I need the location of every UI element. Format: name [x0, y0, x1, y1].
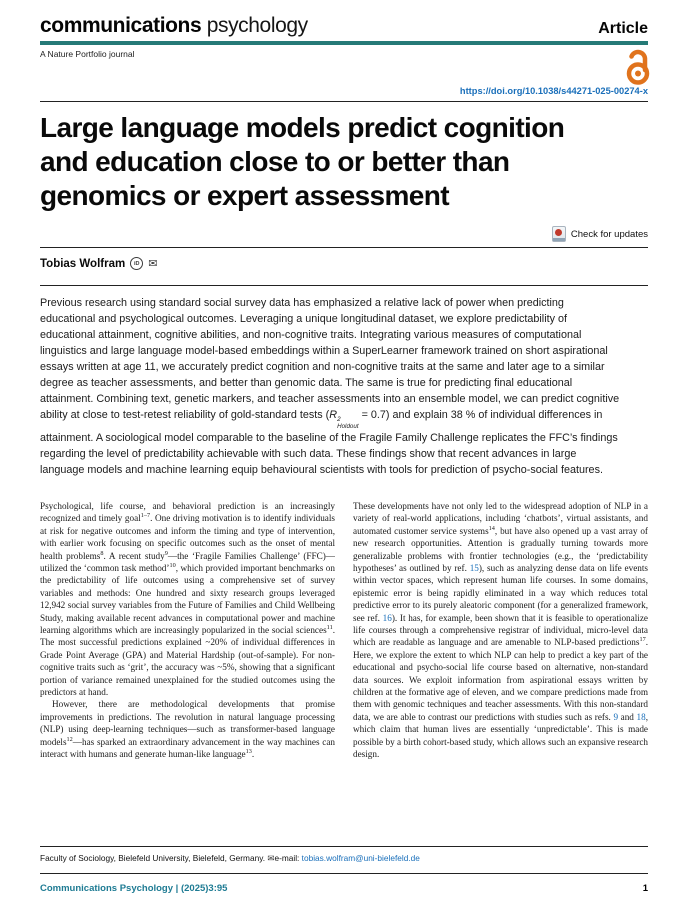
- right-column: [353, 500, 648, 761]
- doi-row: [40, 86, 648, 96]
- reference-link[interactable]: 9: [613, 711, 619, 722]
- reference-link[interactable]: 16: [382, 612, 392, 623]
- divider-above-title: [40, 101, 648, 102]
- article-title-line: Large language models predict cognition: [40, 112, 565, 143]
- article-title: [40, 111, 648, 213]
- check-for-updates[interactable]: [40, 226, 648, 242]
- math-variable: R: [329, 409, 338, 421]
- reference-link[interactable]: 18: [636, 711, 646, 722]
- article-title-line: genomics or expert assessment: [40, 180, 450, 211]
- math-supsub: 2 Holdout: [337, 416, 359, 430]
- left-column: [40, 500, 335, 761]
- email-label: e-mail:: [274, 853, 302, 863]
- affiliation-line: [40, 847, 648, 873]
- citation-superscript: 1–7: [140, 512, 151, 520]
- author-row: [40, 248, 648, 285]
- doi-link[interactable]: https://doi.org/10.1038/s44271-025-00274-x: [459, 86, 648, 96]
- check-for-updates-label: Check for updates: [570, 228, 648, 240]
- article-title-line: and education close to or better than: [40, 146, 510, 177]
- author-email-link[interactable]: tobias.wolfram@uni-bielefeld.de: [301, 853, 420, 863]
- body-paragraph: Psychological, life course, and behavioral prediction is an increasingly recognized and timely goal$^{1-7}$. One driving motivation is to identify individuals at risk for negative outcomes and inform the timing and type of intervention, with earlier work focusing on specific outcomes such as the onset of mental health problems$^8$. A recent study$^9$—the ‘Fragile Families Challenge’ (FFC)—utilized the ‘common task method’$^{10}$, which provided important benchmarks on the predictability of life outcomes using a comprehensive set of survey variables and methods: One hundred and sixty research groups leveraged 12,942 social survey variables from the Future of Families and Child Wellbeing Study, making available recent advances in computational power and machine learning algorithms which are increasingly popularized in the social sciences$^{11}$. The most successful predictions explained ~20% of individual differences in Grade Point Average (GPA) and Material Hardship (out-of-sample). For non-cognitive traits such as ‘grit’, the accuracy was ~5%, showing that a significant portion of variance remained unexplained for the studied outcomes using the predictors at hand.: [40, 500, 336, 698]
- citation-superscript: 8: [100, 549, 104, 557]
- article-body: [40, 500, 648, 761]
- divider-above-abstract: [40, 285, 648, 286]
- body-paragraph: These developments have not only led to the widespread adoption of NLP in a variety of real-world applications, including ‘chatbots’, virtual assistants, and automated customer service systems$^{14}$, but have also opened up a vast array of new research opportunities. Attention is gradually turning towards more generalizable problems with frontier technologies (e.g., the ‘predictability hypotheses’ as outlined by ref. 15), such as analyzing dense data on life events within vector spaces, which represent human life courses. In some domains, epistemic error is being rapidly eliminated in a way which reduces total predictive error to its purely aleatoric component (for a generalized framework, see ref. 16). It has, for example, been shown that it is feasible to operationalize life courses through a comprehensive registrar of individual, micro-level data which are readable as language and are amenable to NLP-based predictions$^{17}$. Here, we explore the extent to which NLP can help to predict a key part of the educational and psycho-social life course based on alternative, non-standard data sources. We exploit information from aspirational essays written by children at the formative age of eleven, and we compare predictions made from them with genomic techniques and teacher assessments. With this non-standard data, we are able to contrast our predictions with studies such as refs. 9 and 18, which claim that human lives are essentially ‘unpredictable’. This is made possible by a birth cohort-based study, which allows such an expansive research design.: [353, 500, 649, 760]
- journal-tagline: A Nature Portfolio journal: [40, 49, 135, 59]
- page-footer: [40, 844, 648, 894]
- journal-name-bold: communications: [40, 14, 202, 37]
- page-number: 1: [642, 883, 648, 894]
- journal-wordmark: [40, 14, 308, 38]
- journal-citation: Communications Psychology | (2025)3:95: [40, 883, 228, 894]
- citation-superscript: 13: [245, 748, 252, 756]
- reference-link[interactable]: 15: [469, 563, 479, 573]
- affiliation-text: Faculty of Sociology, Bielefeld University, Bielefeld, Germany.: [40, 853, 268, 863]
- open-access-icon: [623, 47, 653, 87]
- citation-superscript: 14: [488, 524, 495, 532]
- citation-superscript: 12: [66, 735, 73, 743]
- footer-citation-row: [40, 874, 648, 894]
- citation-superscript: 9: [164, 549, 168, 557]
- citation-superscript: 11: [326, 623, 333, 631]
- orcid-icon[interactable]: iD: [130, 257, 143, 270]
- email-envelope-icon[interactable]: ✉: [148, 258, 158, 270]
- author-name: Tobias Wolfram: [40, 257, 126, 270]
- header-accent-rule: [40, 41, 648, 45]
- email-envelope-icon: ✉: [267, 853, 275, 863]
- journal-name-light: psychology: [206, 14, 308, 37]
- citation-superscript: 17: [639, 636, 646, 644]
- crossmark-icon: [552, 226, 566, 242]
- article-type-label: Article: [598, 20, 648, 37]
- citation-superscript: 10: [169, 561, 176, 569]
- journal-header: [40, 14, 648, 38]
- abstract: Previous research using standard social survey data has emphasized a relative lack of power when predicting educational and psychological outcomes. Leveraging a unique longitudinal dataset, we explore predictability of educational attainment, cognitive abilities, and non-cognitive traits. Integrating various measures of computational linguistics and large language model-based embeddings within a SuperLearner framework trained on short aspirational essays written at age 11, we accurately predict cognition and non-cognitive traits at the same and later age to a similar degree as teacher assessments, and better than genomic data. The same is true for predicting final educational attainment. Combining text, genetic markers, and teacher assessments into an ensemble model, we can predict cognitive ability at close to test-retest reliability of gold-standard tests (R 2 Holdout = 0.7) and explain 38 % of individual differences in attainment. A sociological model comparable to the baseline of the Fragile Family Challenge replicates the FFC’s findings regarding the level of predictability achievable with such data. These findings show that recent advances in large language models and machine learning equip behavioural scientists with tools for prediction of psycho-social features.: [40, 297, 620, 476]
- body-paragraph: However, there are methodological developments that promise improvements in predictions. The revolution in natural language processing (NLP) using deep-learning techniques—such as transformer-based language models$^{12}$—has sparked an extraordinary advancement in the way machines can interact with humans and generate human-like language$^{13}$.: [40, 699, 335, 760]
